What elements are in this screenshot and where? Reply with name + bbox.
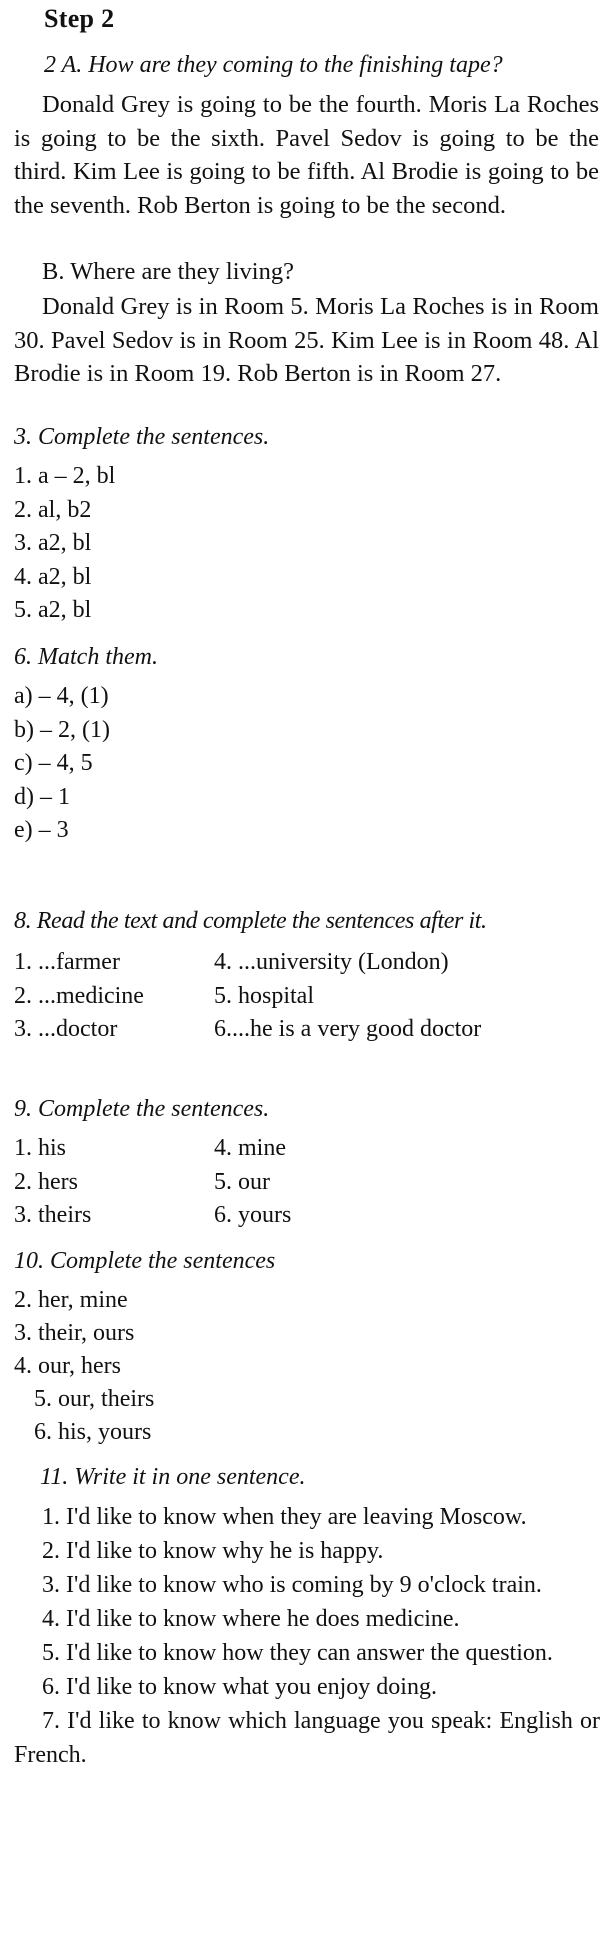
grid-row: [14, 980, 481, 1014]
sentence-item: 5. I'd like to know how they can answer the question.: [42, 1640, 553, 1666]
grid-cell: 2. ...medicine: [14, 982, 144, 1009]
grid-cell: 6. yours: [214, 1202, 292, 1229]
section-2-heading: 2 A. How are they coming to the finishing tape?: [44, 52, 503, 78]
sentence-item: 3. I'd like to know who is coming by 9 o'clock train.: [42, 1572, 542, 1598]
list-item: 6. his, yours: [34, 1419, 152, 1445]
grid-cell: 6....he is a very good doctor: [214, 1016, 482, 1043]
grid-cell: 3. theirs: [14, 1202, 92, 1229]
section-8-grid: [14, 946, 481, 1047]
list-item: 5. our, theirs: [34, 1386, 155, 1412]
list-item: 2. her, mine: [14, 1287, 128, 1313]
section-6-list: [14, 680, 110, 848]
list-item: e) – 3: [14, 817, 69, 843]
section-2b-heading: B. Where are they living?: [42, 258, 294, 285]
section-11-sentences: [14, 1500, 600, 1772]
grid-row: [14, 1132, 291, 1166]
grid-row: [14, 1199, 291, 1233]
section-2b-paragraph: [14, 290, 599, 391]
grid-row: [14, 1166, 291, 1200]
section-3-list: [14, 460, 115, 628]
grid-cell: 1. his: [14, 1135, 67, 1161]
list-item: a) – 4, (1): [14, 683, 109, 709]
section-8-heading: 8. Read the text and complete the sentences after it.: [14, 908, 487, 934]
sentence-item: 4. I'd like to know where he does medicine.: [42, 1606, 460, 1632]
grid-cell: 3. ...doctor: [14, 1016, 118, 1043]
list-item: 3. their, ours: [14, 1320, 135, 1346]
section-2a-text: Donald Grey is going to be the fourth. Moris La Roches is going to be the sixth. Pavel Sedov is going to be the third. Kim Lee is going to be fifth. Al Brodie is going to be the seventh. Rob Berton is going to be the second.: [14, 91, 599, 219]
grid-row: [14, 1013, 481, 1047]
list-item: 3. a2, bl: [14, 530, 92, 556]
step-title: Step 2: [44, 4, 115, 33]
section-9-heading: 9. Complete the sentences.: [14, 1096, 270, 1122]
list-item: c) – 4, 5: [14, 750, 93, 776]
grid-cell: 5. our: [214, 1168, 270, 1195]
sentence-item: 6. I'd like to know what you enjoy doing.: [42, 1674, 437, 1700]
section-3-heading: 3. Complete the sentences.: [14, 424, 270, 450]
list-item: b) – 2, (1): [14, 716, 110, 743]
list-item: 1. a – 2, bl: [14, 463, 116, 489]
grid-cell: 5. hospital: [214, 982, 314, 1009]
section-2b-text: Donald Grey is in Room 5. Moris La Roches is in Room 30. Pavel Sedov is in Room 25. Kim Lee is in Room 48. Al Brodie is in Room 19. Rob Berton is in Room 27.: [14, 293, 599, 388]
section-11-heading: 11. Write it in one sentence.: [40, 1464, 306, 1490]
list-item: 5. a2, bl: [14, 597, 92, 623]
grid-cell: 4. ...university (London): [214, 949, 449, 975]
section-10-list: [14, 1284, 154, 1449]
list-item: 4. our, hers: [14, 1353, 122, 1379]
sentence-item: 7. I'd like to know which language you speak: English or French.: [14, 1708, 600, 1768]
sentence-item: 1. I'd like to know when they are leaving Moscow.: [42, 1504, 527, 1530]
list-item: 2. al, b2: [14, 496, 92, 523]
grid-cell: 2. hers: [14, 1168, 78, 1195]
section-2a-paragraph: [14, 88, 599, 222]
section-9-grid: [14, 1132, 291, 1233]
list-item: 4. a2, bl: [14, 563, 92, 590]
grid-cell: 4. mine: [214, 1135, 286, 1161]
sentence-item: 2. I'd like to know why he is happy.: [42, 1538, 384, 1564]
list-item: d) – 1: [14, 783, 70, 810]
section-6-heading: 6. Match them.: [14, 644, 158, 670]
section-10-heading: 10. Complete the sentences: [14, 1248, 276, 1274]
grid-row: [14, 946, 481, 980]
grid-cell: 1. ...farmer: [14, 949, 120, 975]
